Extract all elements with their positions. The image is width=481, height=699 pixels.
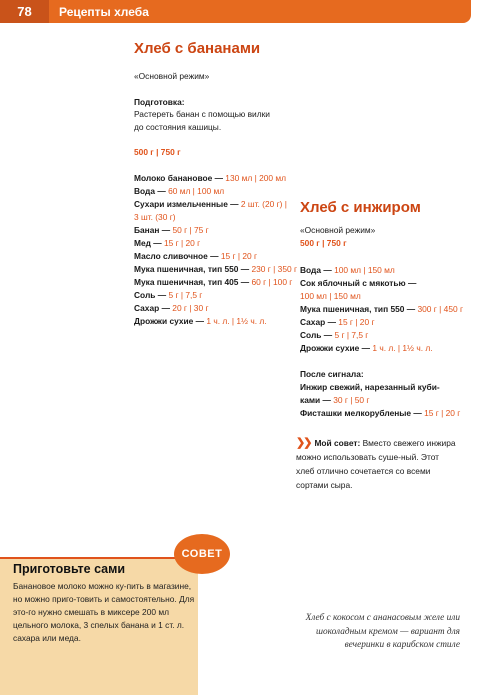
- ingredient-row: [134, 172, 286, 185]
- ingredient-name: Банан —: [134, 225, 171, 235]
- ingredient-row: [134, 263, 297, 276]
- ingredient-name: Фисташки мелкорубленые —: [300, 408, 422, 418]
- double-chevron-icon: ❯❯: [296, 437, 311, 449]
- ingredient-amount: 1 ч. л. | 1½ ч. л.: [372, 343, 433, 353]
- recipe-mode: «Основной режим»: [300, 225, 376, 235]
- ingredient-name: Дрожжи сухие —: [134, 316, 205, 326]
- ingredient-row: [134, 289, 202, 302]
- ingredient-amount: 20 г | 30 г: [172, 303, 209, 313]
- ingredient-row: [134, 211, 176, 224]
- ingredient-name: Соль —: [300, 330, 333, 340]
- ingredient-amount: 15 г | 20 г: [338, 317, 375, 327]
- recipe-weights: 500 г | 750 г: [300, 238, 347, 248]
- ingredient-name: Мед —: [134, 238, 162, 248]
- ingredient-row: [134, 185, 224, 198]
- ingredient-amount: 50 г | 75 г: [172, 225, 209, 235]
- ingredient-name: Инжир свежий, нарезанный куби-: [300, 382, 440, 392]
- ingredient-row: [300, 264, 395, 277]
- after-signal-label: После сигнала:: [300, 369, 364, 379]
- ingredient-row: [134, 276, 292, 289]
- ingredient-name: Вода —: [300, 265, 332, 275]
- page-header: [0, 0, 471, 23]
- ingredient-amount: 5 г | 7,5 г: [334, 330, 369, 340]
- ingredient-row: [300, 316, 375, 329]
- ingredient-amount: 2 шт. (20 г) |: [240, 199, 287, 209]
- ingredient-name: Сухари измельченные —: [134, 199, 239, 209]
- ingredient-name: Сок яблочный с мякотью —: [300, 278, 417, 288]
- ingredient-row: [134, 237, 200, 250]
- ingredient-row: [300, 290, 361, 303]
- prep-text-2: до состояния кашицы.: [134, 122, 222, 132]
- photo-caption: Хлеб с кокосом с ананасовым желе или шоколадным кремом — вариант для вечеринки в карибском стиле: [305, 613, 460, 650]
- ingredient-row: [300, 342, 433, 355]
- recipe-weights: 500 г | 750 г: [134, 147, 181, 157]
- advice-title: Приготовьте сами: [13, 562, 126, 576]
- ingredient-amount: 30 г | 50 г: [333, 395, 370, 405]
- ingredient-amount: 230 г | 350 г: [251, 264, 298, 274]
- ingredient-row: [134, 198, 287, 211]
- ingredient-amount: 15 г | 20 г: [424, 408, 461, 418]
- ingredient-amount: 1 ч. л. | 1½ ч. л.: [206, 316, 267, 326]
- prep-label: Подготовка:: [134, 97, 185, 107]
- ingredient-amount: 5 г | 7,5 г: [168, 290, 203, 300]
- ingredient-amount: 60 мл | 100 мл: [168, 186, 225, 196]
- ingredient-amount: 300 г | 450 г: [417, 304, 464, 314]
- ingredient-row: [300, 381, 440, 394]
- ingredient-name: Дрожжи сухие —: [300, 343, 371, 353]
- page-number: 78: [0, 0, 49, 23]
- ingredient-amount: 100 мл | 150 мл: [300, 291, 361, 301]
- ingredient-amount: 60 г | 100 г: [251, 277, 293, 287]
- ingredient-name: Вода —: [134, 186, 166, 196]
- section-title: Рецепты хлеба: [59, 4, 149, 19]
- ingredient-name: Сахар —: [134, 303, 170, 313]
- ingredient-name: Мука пшеничная, тип 405 —: [134, 277, 250, 287]
- recipe-title: Хлеб с бананами: [134, 40, 261, 57]
- recipe-title: Хлеб с инжиром: [300, 199, 421, 216]
- ingredient-amount: 3 шт. (30 г): [134, 212, 176, 222]
- my-tip: [296, 436, 456, 492]
- ingredient-row: [134, 224, 209, 237]
- ingredient-amount: 130 мл | 200 мл: [225, 173, 287, 183]
- recipe-mode: «Основной режим»: [134, 71, 210, 81]
- ingredient-amount: 15 г | 20 г: [220, 251, 258, 261]
- tip-text: Вместо свежего инжира можно использовать суше-ный. Этот хлеб отлично сочетается со всеми сортами сыра.: [296, 438, 456, 490]
- ingredient-row: [300, 329, 368, 342]
- ingredient-row: [134, 302, 209, 315]
- ingredient-row: [300, 407, 460, 420]
- ingredient-name: Соль —: [134, 290, 167, 300]
- advice-text: Банановое молоко можно ку-пить в магазине, но можно приго-товить и самостоятельно. Для это-го нужно смешать в миксере 200 мл цельного молока, 3 спелых банана и 1 ст. л. сахара или меда.: [13, 581, 195, 643]
- ingredient-amount: 15 г | 20 г: [163, 238, 201, 248]
- ingredient-name: ками —: [300, 395, 331, 405]
- ingredient-row: [300, 277, 416, 290]
- advice-badge: СОВЕТ: [174, 534, 230, 574]
- ingredient-name: Масло сливочное —: [134, 251, 219, 261]
- tip-label: Мой совет:: [314, 438, 361, 448]
- ingredient-row: [134, 250, 257, 263]
- ingredient-name: Мука пшеничная, тип 550 —: [300, 304, 416, 314]
- ingredient-name: Молоко банановое —: [134, 173, 223, 183]
- ingredient-name: Сахар —: [300, 317, 336, 327]
- prep-text-1: Растереть банан с помощью вилки: [134, 109, 270, 119]
- ingredient-name: Мука пшеничная, тип 550 —: [134, 264, 250, 274]
- ingredient-amount: 100 мл | 150 мл: [334, 265, 395, 275]
- ingredient-row: [300, 394, 369, 407]
- ingredient-row: [134, 315, 267, 328]
- ingredient-row: [300, 303, 463, 316]
